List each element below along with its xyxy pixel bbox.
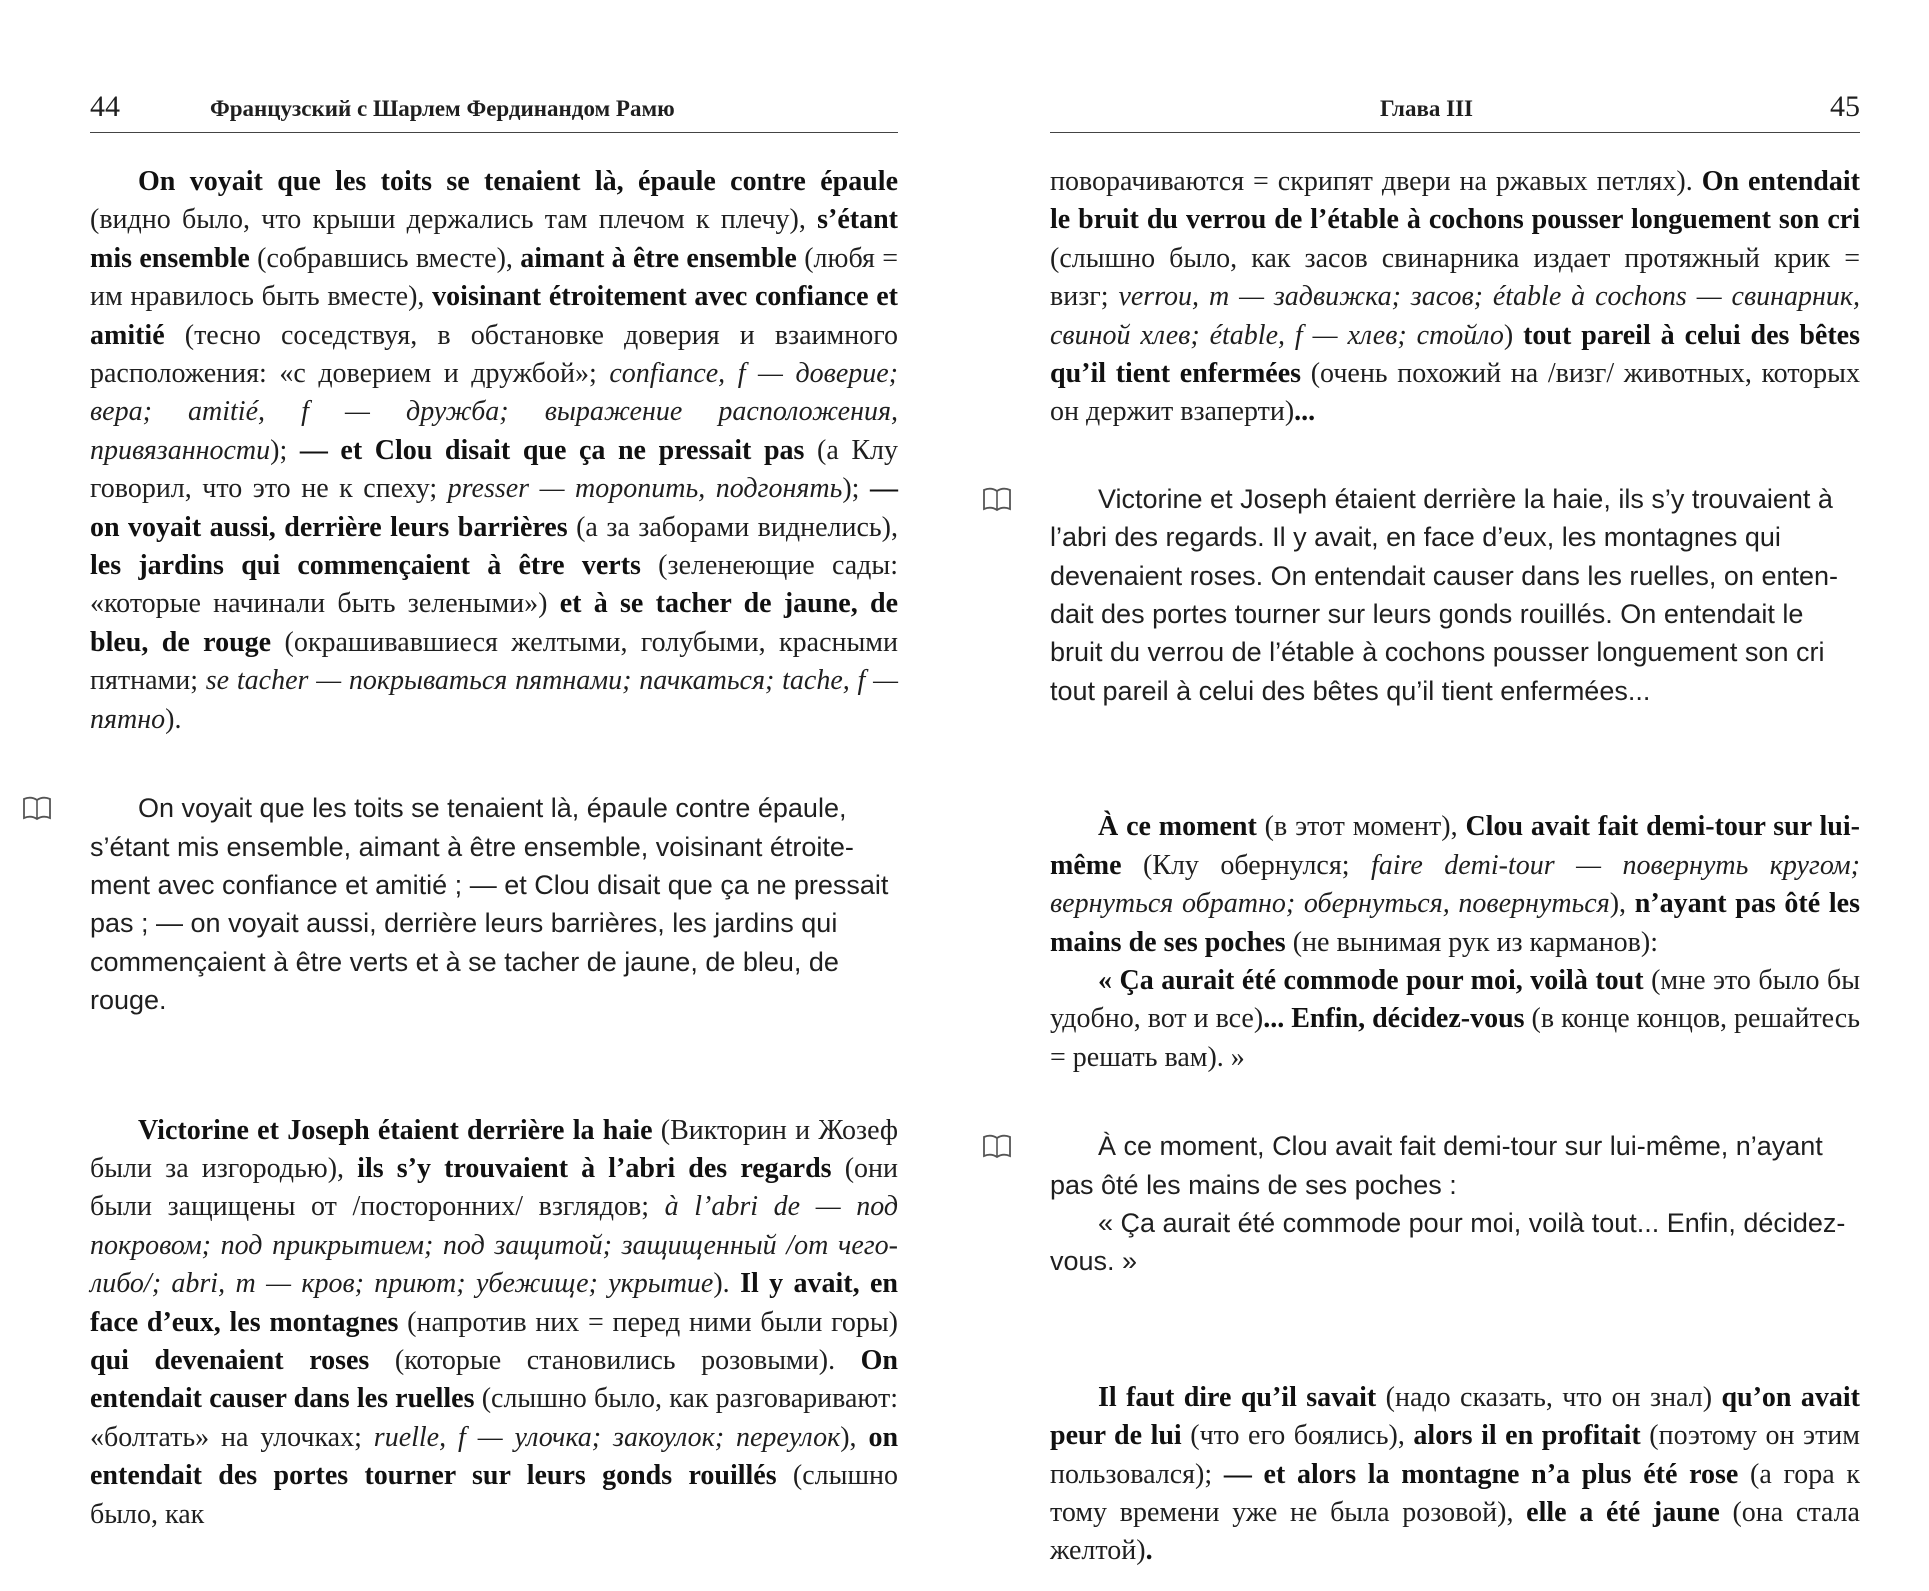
right-page xyxy=(965,0,1929,1591)
running-title: Глава III xyxy=(1380,96,1473,121)
glossed-paragraph: « Ça aurait été commode pour moi, voilà tout (мне это было бы удобно, вот и все)... Enfin, décidez-vous (в конце концов, решайтесь = решать вам). » xyxy=(1050,964,1861,1073)
glossed-paragraph: поворачиваются = скрипят двери на ржавых петлях). On entendait le bruit du verrou de l’étable à cochons pousser longuement son cri (слышно было, как засов свинарника издает протяжный крик = визг; verrou, m — задвижка; засов; étable à cochons — свинарник, свиной хлев; étable, f — хлев; стойло) tout pareil à celui des bêtes qu’il tient enfermées (очень похожий на /визг/ животных, которых он держит взаперти)... xyxy=(1050,166,1861,428)
page-number: 44 xyxy=(90,90,120,123)
right-page-header xyxy=(1050,88,1860,133)
book-icon xyxy=(982,486,1012,512)
book-icon xyxy=(22,795,52,821)
original-text-paragraph: À ce moment, Clou avait fait demi-tour sur lui-même, n’ayant pas ôté les mains de ses poches : « Ça aurait été commode pour moi, voilà tout... Enfin, décidez-vous. » xyxy=(1050,1127,1860,1281)
left-page-header xyxy=(90,88,898,133)
left-page xyxy=(0,0,964,1591)
book-icon xyxy=(982,1133,1012,1159)
right-page-content xyxy=(1050,163,1860,1571)
glossed-paragraph: À ce moment (в этот момент), Clou avait fait demi-tour sur lui-même (Клу обернулся; faire demi-tour — повернуть кругом; вернуться обратно; обернуться, повернуться), n’ayant pas ôté les mains de ses poches (не вынимая рук из карманов): xyxy=(1050,811,1860,958)
left-page-content xyxy=(90,163,898,1534)
glossed-paragraph: Victorine et Joseph étaient derrière la haie (Викторин и Жозеф были за изгородью), ils s’y trouvaient à l’abri des regards (они были защищены от /посторонних/ взглядов; à l’abri de — под покровом; под прикрытием; под защитой; защищенный /от чего-либо/; abri, m — кров; приют; убежище; укрытие). Il y avait, en face d’eux, les montagnes (напротив них = перед ними были горы) qui devenaient roses (которые становились розовыми). On entendait causer dans les ruelles (слышно было, как разговаривают: «болтать» на улочках; ruelle, f — улочка; закоулок; переулок), on entendait des portes tourner sur leurs gonds rouillés (слышно было, как xyxy=(90,1114,899,1530)
glossed-paragraph: Il faut dire qu’il savait (надо сказать, что он знал) qu’on avait peur de lui (что его боялись), alors il en profitait (поэтому он этим пользовался); — et alors la montagne n’a plus été rose (а гора к тому времени уже не была розовой), elle a été jaune (она стала желтой). xyxy=(1050,1381,1861,1567)
original-text-paragraph: On voyait que les toits se tenaient là, épaule contre épaule, s’étant mis ensemble, aimant à être ensemble, voisinant étroitement avec confiance et amitié ; — et Clou disait que ça ne pressait pas ; — on voyait aussi, derrière leurs barrières, les jardins qui commençaient à être verts et à se tacher de jaune, de bleu, de rouge. xyxy=(90,789,898,1019)
running-title: Французский с Шарлем Фердинандом Рамю xyxy=(210,96,675,121)
glossed-paragraph: On voyait que les toits se tenaient là, épaule contre épaule (видно было, что крыши держались там плечом к плечу), s’étant mis ensemble (собравшись вместе), aimant à être ensemble (любя = им нравилось быть вместе), voisinant étroitement avec confiance et amitié (тесно соседствуя, в обстановке доверия и взаимного расположения: «с доверием и дружбой»; confiance, f — доверие; вера; amitié, f — дружба; выражение расположения, привязанности); — et Clou disait que ça ne pressait pas (а Клу говорил, что это не к спеху; presser — торопить, подгонять); — on voyait aussi, derrière leurs barrières (а за заборами виднелись), les jardins qui commençaient à être verts (зеленеющие сады: «которые начинали быть зелеными») et à se tacher de jaune, de bleu, de rouge (окрашивавшиеся желтыми, голубыми, красными пятнами; se tacher — покрываться пятнами; пачкаться; tache, f — пятно). xyxy=(90,166,899,735)
page-number: 45 xyxy=(1830,90,1860,123)
original-text-paragraph: Victorine et Joseph étaient derrière la haie, ils s’y trouvaient à l’abri des regards. Il y avait, en face d’eux, les montagnes qui devenaient roses. On entendait causer dans les ruelles, on entendait des portes tourner sur leurs gonds rouillés. On entendait le bruit du verrou de l’étable à cochons pousser longuement son cri tout pareil à celui des bêtes qu’il tient enfermées... xyxy=(1050,480,1860,710)
